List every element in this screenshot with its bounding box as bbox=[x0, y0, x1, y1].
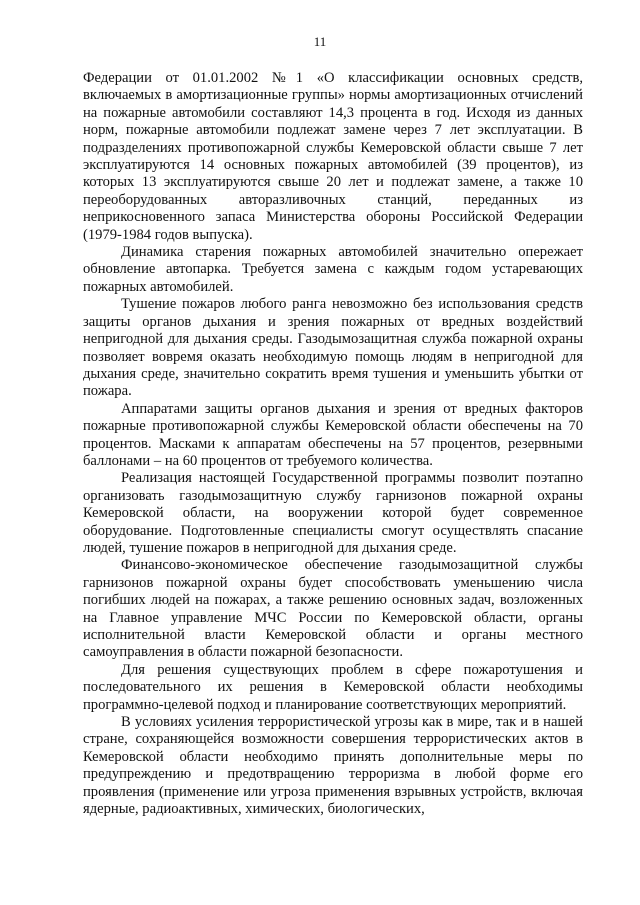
page-number: 11 bbox=[313, 34, 327, 49]
paragraph-6: Финансово-экономическое обеспечение газодымозащитной службы гарнизонов пожарной охраны будет способствовать уменьшению числа погибших людей на пожарах, а также решению основных задач, возложенных на Главное управление МЧС России по Кемеровской области, органы исполнительной власти Кемеровской области и органы местного самоуправления в области пожарной безопасности. bbox=[83, 557, 583, 661]
paragraph-1: Федерации от 01.01.2002 №1 «О классификации основных средств, включаемых в амортизационные группы» нормы амортизационных отчислений на пожарные автомобили составляют 14,3 процента в год. Исходя из данных норм, пожарные автомобили подлежат замене через 7 лет эксплуатации. В подразделениях противопожарной службы Кемеровской области свыше 7 лет эксплуатируются 14 основных пожарных автомобилей (39 процентов), из которых 13 эксплуатируются свыше 20 лет и подлежат замене, а также 10 переоборудованных авторазливочных станций, переданных из неприкосновенного запаса Министерства обороны Российской Федерации (1979-1984 годов выпуска). bbox=[83, 70, 583, 243]
paragraph-7: Для решения существующих проблем в сфере пожаротушения и последовательного их решения в Кемеровской области необходимы программно-целевой подход и планирование соответствующих мероприятий. bbox=[83, 661, 583, 713]
paragraph-3: Тушение пожаров любого ранга невозможно без использования средств защиты органов дыхания и зрения пожарных от вредных воздействий непригодной для дыхания среды. Газодымозащитная служба пожарной охраны позволяет вовремя оказать необходимую помощь людям в непригодной для дыхания среде, значительно сократить время тушения и уменьшить убытки от пожара. bbox=[83, 296, 583, 400]
paragraph-4: Аппаратами защиты органов дыхания и зрения от вредных факторов пожарные противопожарной службы Кемеровской области обеспечены на 70 процентов. Масками к аппаратам обеспечены на 57 процентов, резервными баллонами – на 60 процентов от требуемого количества. bbox=[83, 400, 583, 469]
paragraph-5: Реализация настоящей Государственной программы позволит поэтапно организовать газодымозащитную службу гарнизонов пожарной охраны Кемеровской области, на вооружении которой будет современное оборудование. Подготовленные специалисты смогут осуществлять спасание людей, тушение пожаров в непригодной для дыхания среде. bbox=[83, 470, 583, 556]
body-text bbox=[83, 70, 583, 818]
paragraph-2: Динамика старения пожарных автомобилей значительно опережает обновление автопарка. Требуется замена с каждым годом устаревающих пожарных автомобилей. bbox=[83, 244, 583, 295]
paragraph-8: В условиях усиления террористической угрозы как в мире, так и в нашей стране, сохраняющейся возможности совершения террористических актов в Кемеровской области необходимо принять дополнительные меры по предупреждению и предотвращению терроризма в любой форме его проявления (применение или угроза применения взрывных устройств, включая ядерные, радиоактивных, химических, биологических, bbox=[83, 714, 583, 818]
